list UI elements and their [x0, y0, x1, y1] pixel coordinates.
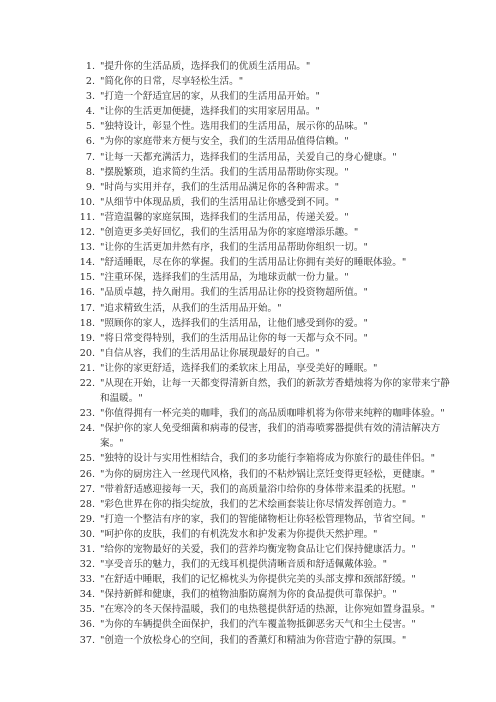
item-text: "从细节中体现品质，我们的生活用品让你感受到不同。" — [100, 196, 340, 208]
item-number: 8. — [85, 166, 95, 178]
item-number: 36. — [79, 619, 95, 631]
list-item — [73, 255, 456, 270]
item-text: "给你的宠物最好的关爱，我们的营养均衡宠物食品让它们保持健康活力。" — [100, 544, 416, 555]
item-number: 33. — [79, 574, 95, 586]
item-text: "创造更多美好回忆，我们的生活用品为你的家庭增添乐趣。" — [100, 227, 359, 239]
item-number: 9. — [85, 181, 95, 193]
list-item — [73, 301, 456, 316]
item-number: 24. — [79, 423, 95, 435]
list-item — [73, 376, 456, 406]
list-item — [73, 361, 456, 376]
list-item — [73, 633, 456, 648]
item-text: "你值得拥有一杯完美的咖啡，我们的高品质咖啡机将为你带来纯粹的咖啡体验。" — [100, 408, 445, 420]
list-item — [73, 180, 456, 195]
item-text: "在舒适中睡眠，我们的记忆棉枕头为你提供完美的头部支撑和颈部舒缓。" — [100, 574, 416, 586]
item-text: "为你的车辆提供全面保护，我们的汽车覆盖物抵御恶劣天气和尘土侵害。" — [100, 619, 416, 631]
item-text: "从现在开始，让每一天都变得清新自然，我们的新款芳香蜡烛将为你的家带来宁静和温暖。" — [100, 377, 450, 405]
item-number: 10. — [79, 196, 95, 208]
item-text: "提升你的生活品质，选择我们的优质生活用品。" — [100, 61, 311, 72]
item-number: 34. — [79, 589, 95, 601]
list-item — [73, 421, 456, 451]
list-item — [73, 240, 456, 255]
item-text: "将日常变得特别，我们的生活用品让你的每一天都与众不同。" — [100, 332, 368, 344]
list-item — [73, 482, 456, 497]
slogan-list — [73, 59, 456, 648]
list-item — [73, 497, 456, 512]
item-number: 27. — [79, 483, 95, 495]
item-text: "保持新鲜和健康，我们的植物油脂防腐剂为你的食品提供可靠保护。" — [100, 589, 397, 601]
item-text: "打造一个整洁有序的家，我们的智能储物柜让你轻松管理物品，节省空间。" — [100, 513, 426, 525]
item-number: 37. — [79, 634, 95, 646]
item-number: 28. — [79, 498, 95, 510]
item-text: "保护你的家人免受细菌和病毒的侵害，我们的消毒喷雾器提供有效的清洁解决方案。" — [100, 423, 441, 450]
list-item — [73, 150, 456, 165]
item-number: 5. — [85, 121, 95, 133]
item-number: 25. — [79, 453, 95, 465]
item-number: 4. — [85, 106, 95, 118]
item-text: "彩色世界在你的指尖绽放，我们的艺术绘画套装让你尽情发挥创造力。" — [100, 498, 407, 510]
list-item — [73, 270, 456, 285]
list-item — [73, 406, 456, 421]
list-item — [73, 557, 456, 572]
list-item — [73, 74, 456, 89]
item-text: "让你的生活更加井然有序，我们的生活用品帮助你组织一切。" — [100, 242, 368, 254]
list-item — [73, 104, 456, 119]
item-text: "摆脱繁琐，追求简约生活。我们的生活用品帮助你实现。" — [100, 166, 349, 178]
list-item — [73, 602, 456, 617]
list-item — [73, 467, 456, 482]
item-number: 3. — [85, 91, 95, 103]
item-text: "打造一个舒适宜居的家，从我们的生活用品开始。" — [100, 91, 320, 103]
item-text: "时尚与实用并存，我们的生活用品满足你的各种需求。" — [100, 181, 340, 193]
item-text: "创造一个放松身心的空间，我们的香薰灯和精油为你营造宁静的氛围。" — [100, 634, 407, 646]
list-item — [73, 165, 456, 180]
item-number: 17. — [79, 302, 95, 314]
item-number: 16. — [79, 287, 95, 299]
list-item — [73, 617, 456, 632]
item-number: 2. — [85, 76, 95, 88]
item-number: 11. — [79, 211, 95, 223]
item-number: 6. — [85, 136, 95, 148]
item-number: 20. — [79, 347, 95, 359]
list-item — [73, 451, 456, 466]
item-number: 23. — [79, 408, 95, 420]
item-text: "让你的生活更加便捷，选择我们的实用家居用品。" — [100, 106, 320, 118]
item-text: "让每一天都充满活力，选择我们的生活用品，关爱自己的身心健康。" — [100, 151, 397, 163]
item-text: "为你的家庭带来方便与安全，我们的生活用品值得信赖。" — [100, 136, 349, 148]
item-number: 1. — [85, 61, 95, 72]
list-item — [73, 59, 456, 74]
list-item — [73, 89, 456, 104]
item-number: 12. — [79, 227, 95, 239]
list-item — [73, 134, 456, 149]
item-text: "照顾你的家人，选择我们的生活用品，让他们感受到你的爱。" — [100, 317, 368, 329]
item-number: 13. — [79, 242, 95, 254]
item-number: 22. — [79, 377, 95, 389]
list-item — [73, 195, 456, 210]
list-item — [73, 346, 456, 361]
list-item — [73, 285, 456, 300]
item-text: "简化你的日常，尽享轻松生活。" — [100, 76, 244, 88]
list-item — [73, 225, 456, 240]
item-text: "为你的厨房注入一丝现代风格，我们的不粘炒锅让烹饪变得更轻松，更健康。" — [100, 468, 436, 480]
item-number: 30. — [79, 528, 95, 540]
item-text: "追求精致生活，从我们的生活用品开始。" — [100, 302, 282, 314]
item-number: 18. — [79, 317, 95, 329]
item-number: 19. — [79, 332, 95, 344]
list-item — [73, 512, 456, 527]
item-text: "独特的设计与实用性相结合，我们的多功能行李箱将成为你旅行的最佳伴侣。" — [100, 453, 436, 465]
item-text: "呵护你的皮肤，我们的有机洗发水和护发素为你提供天然护理。" — [100, 528, 378, 540]
list-item — [73, 527, 456, 542]
item-number: 21. — [79, 362, 95, 374]
item-number: 31. — [79, 544, 95, 555]
item-text: "独特设计，彰显个性。选用我们的生活用品，展示你的品味。" — [100, 121, 368, 133]
item-text: "注重环保，选择我们的生活用品，为地球贡献一份力量。" — [100, 272, 349, 284]
list-item — [73, 572, 456, 587]
item-text: "带着舒适感迎接每一天，我们的高质量浴巾给你的身体带来温柔的抚慰。" — [100, 483, 416, 495]
list-item — [73, 119, 456, 134]
item-text: "享受音乐的魅力，我们的无线耳机提供清晰音质和舒适佩戴体验。" — [100, 559, 388, 571]
item-text: "让你的家更舒适，选择我们的柔软床上用品，享受美好的睡眠。" — [100, 362, 378, 374]
list-item — [73, 316, 456, 331]
list-item — [73, 542, 456, 557]
item-number: 35. — [79, 604, 95, 616]
list-item — [73, 331, 456, 346]
list-item — [73, 587, 456, 602]
item-number: 29. — [79, 513, 95, 525]
list-item — [73, 210, 456, 225]
item-number: 14. — [79, 257, 95, 269]
item-number: 7. — [85, 151, 95, 163]
item-text: "自信从容，我们的生活用品让你展现最好的自己。" — [100, 347, 320, 359]
item-text: "在寒冷的冬天保持温暖，我们的电热毯提供舒适的热源，让你宛如置身温泉。" — [100, 604, 436, 616]
item-text: "舒适睡眠，尽在你的掌握。我们的生活用品让你拥有美好的睡眠体验。" — [100, 257, 407, 269]
item-number: 26. — [79, 468, 95, 480]
item-text: "品质卓越，持久耐用。我们的生活用品让你的投资物超所值。" — [100, 287, 368, 299]
item-text: "营造温馨的家庭氛围，选择我们的生活用品，传递关爱。" — [100, 211, 349, 223]
item-number: 15. — [79, 272, 95, 284]
item-number: 32. — [79, 559, 95, 571]
